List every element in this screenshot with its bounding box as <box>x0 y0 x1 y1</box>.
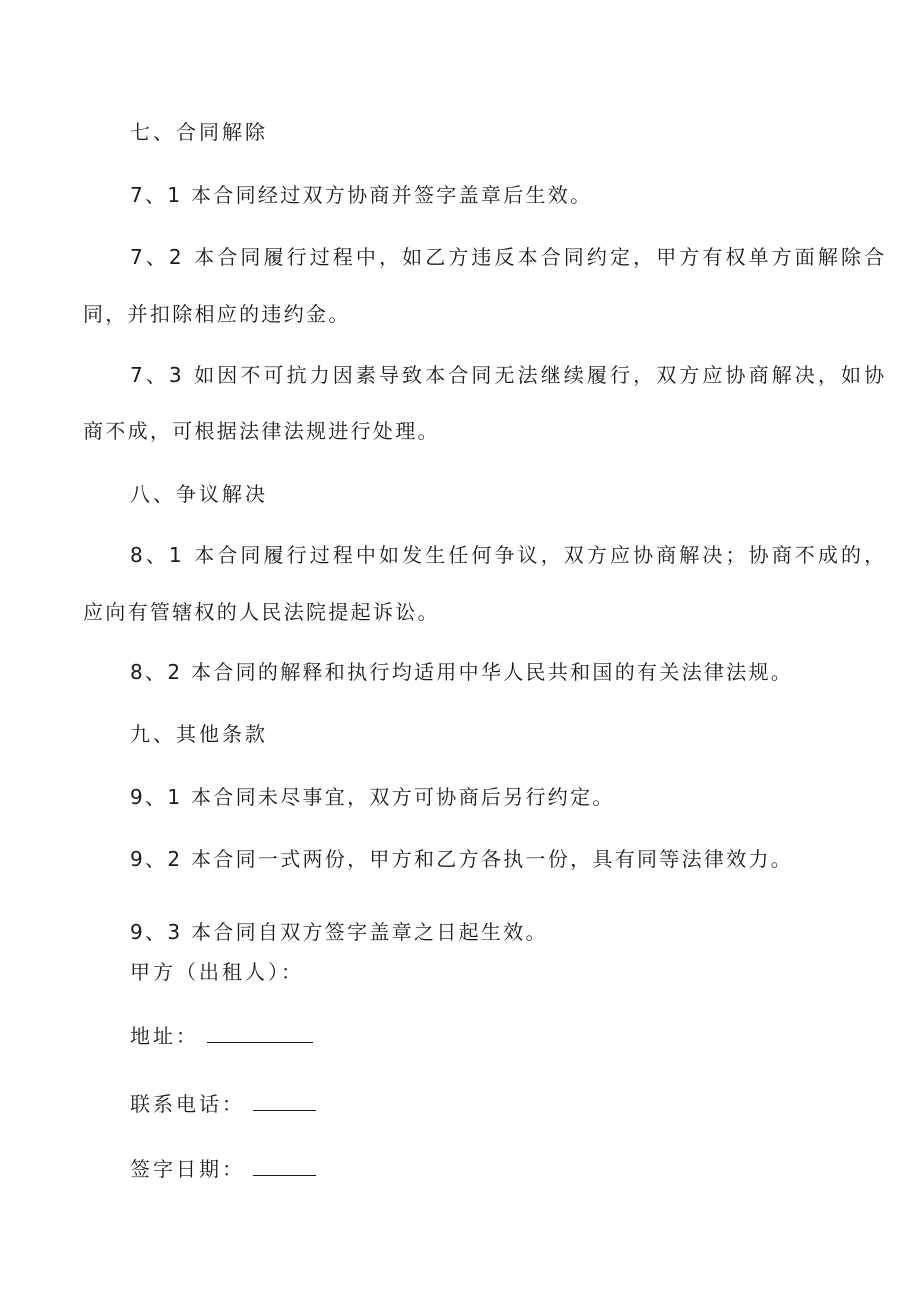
section-7-heading: 七、合同解除 <box>130 120 268 144</box>
date-row <box>130 1155 316 1183</box>
section-9-heading: 九、其他条款 <box>130 722 268 746</box>
phone-label: 联系电话： <box>130 1092 245 1116</box>
party-a-label: 甲方（出租人）： <box>130 960 304 984</box>
phone-blank-line <box>253 1109 316 1111</box>
clause-8-1-line-1: 8、1 本合同履行过程中如发生任何争议，双方应协商解决；协商不成的， <box>130 543 888 567</box>
address-blank-line <box>207 1041 313 1043</box>
date-blank-line <box>253 1174 316 1176</box>
phone-row <box>130 1090 316 1118</box>
clause-9-2: 9、2 本合同一式两份，甲方和乙方各执一份，具有同等法律效力。 <box>130 847 794 871</box>
clause-7-1: 7、1 本合同经过双方协商并签字盖章后生效。 <box>130 183 593 207</box>
clause-7-3-line-1: 7、3 如因不可抗力因素导致本合同无法继续履行，双方应协商解决，如协 <box>130 363 888 387</box>
address-label: 地址： <box>130 1024 199 1048</box>
date-label: 签字日期： <box>130 1157 245 1181</box>
clause-7-3-line-2: 商不成，可根据法律法规进行处理。 <box>83 419 440 443</box>
clause-7-2-line-2: 同，并扣除相应的违约金。 <box>83 302 351 326</box>
clause-9-1: 9、1 本合同未尽事宜，双方可协商后另行约定。 <box>130 785 615 809</box>
address-row <box>130 1022 313 1050</box>
clause-9-3: 9、3 本合同自双方签字盖章之日起生效。 <box>130 920 548 944</box>
clause-7-2-line-1: 7、2 本合同履行过程中，如乙方违反本合同约定，甲方有权单方面解除合 <box>130 245 888 269</box>
clause-8-2: 8、2 本合同的解释和执行均适用中华人民共和国的有关法律法规。 <box>130 660 794 684</box>
section-8-heading: 八、争议解决 <box>130 482 268 506</box>
clause-8-1-line-2: 应向有管辖权的人民法院提起诉讼。 <box>83 600 440 624</box>
